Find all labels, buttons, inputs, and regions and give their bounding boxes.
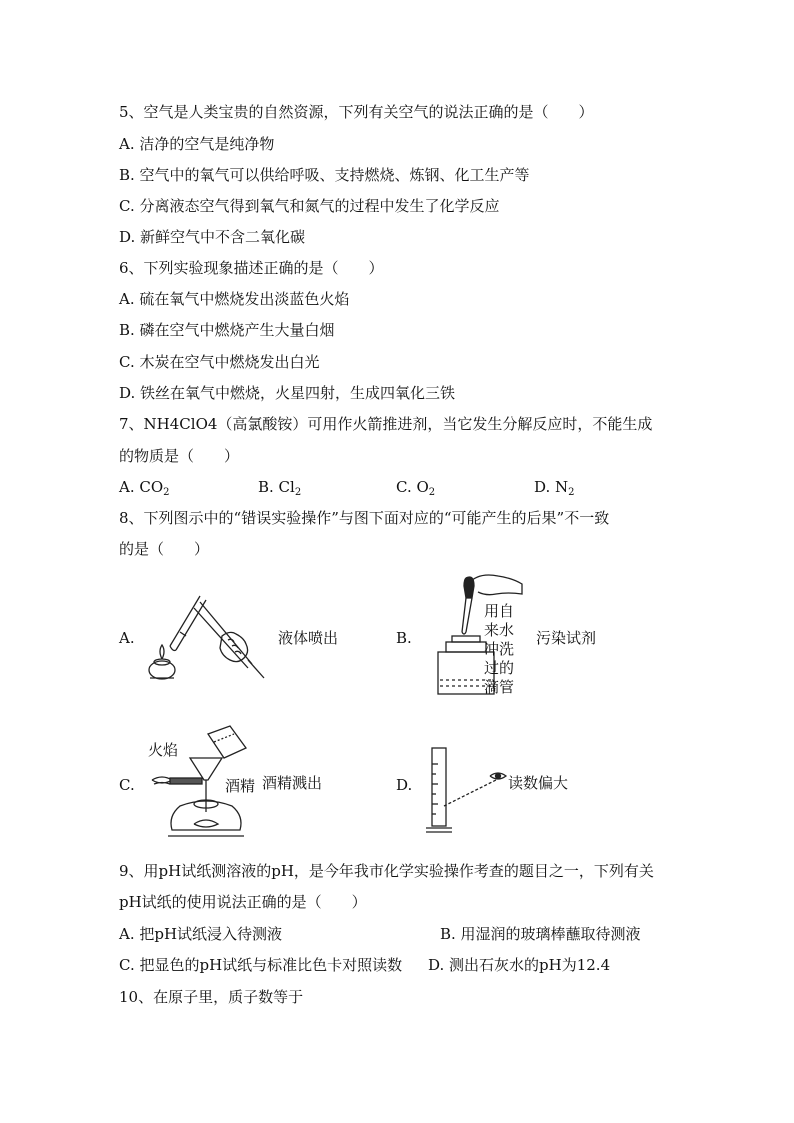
q6-option-a: A. 硫在氧气中燃烧发出淡蓝色火焰 bbox=[119, 290, 350, 308]
q7-options bbox=[119, 477, 679, 497]
q6-option-b: B. 磷在空气中燃烧产生大量白烟 bbox=[119, 321, 335, 339]
q9-option-d: D. 测出石灰水的pH为12.4 bbox=[428, 956, 611, 974]
q8-fig-c-result: 酒精溅出 bbox=[262, 774, 323, 792]
q5-stem: 5、空气是人类宝贵的自然资源，下列有关空气的说法正确的是（ ） bbox=[119, 103, 594, 121]
q8-stem-line1: 8、下列图示中的“错误实验操作”与图下面对应的“可能产生的后果”不一致 bbox=[119, 509, 610, 527]
q8-fig-c-flame-label: 火焰 bbox=[148, 741, 179, 759]
q8-fig-a-result: 液体喷出 bbox=[278, 629, 339, 647]
q8-figure-a-test-tube-heating bbox=[140, 588, 270, 688]
q5-option-a: A. 洁净的空气是纯净物 bbox=[119, 135, 275, 153]
q8-stem-line2: 的是（ ） bbox=[119, 540, 210, 558]
q9-option-b: B. 用湿润的玻璃棒蘸取待测液 bbox=[440, 925, 641, 943]
q9-stem-line2: pH试纸的使用说法正确的是（ ） bbox=[119, 893, 367, 911]
q8-fig-b-letter: B. bbox=[396, 629, 412, 647]
q7-option-d: D. $N_2$ bbox=[534, 478, 575, 498]
q6-option-c: C. 木炭在空气中燃烧发出白光 bbox=[119, 353, 320, 371]
q8-figure-d-graduated-cylinder bbox=[424, 744, 514, 836]
q7-option-a: A. $CO_2$ bbox=[119, 478, 170, 498]
q8-fig-c-alcohol-label: 酒精 bbox=[225, 777, 256, 795]
q9-option-a: A. 把pH试纸浸入待测液 bbox=[119, 925, 283, 943]
q8-fig-a-letter: A. bbox=[119, 629, 135, 647]
q8-fig-b-result: 污染试剂 bbox=[536, 629, 597, 647]
q8-fig-d-letter: D. bbox=[396, 776, 413, 794]
q10-stem: 10、在原子里，质子数等于 bbox=[119, 988, 304, 1006]
q7-stem-line2: 的物质是（ ） bbox=[119, 447, 240, 465]
q7-stem-line1: 7、NH4ClO4（高氯酸铵）可用作火箭推进剂，当它发生分解反应时，不能生成 bbox=[119, 415, 653, 433]
q7-option-c: C. $O_2$ bbox=[396, 478, 436, 498]
q5-option-b: B. 空气中的氧气可以供给呼吸、支持燃烧、炼钢、化工生产等 bbox=[119, 166, 530, 184]
q8-fig-c-letter: C. bbox=[119, 776, 135, 794]
q5-option-c: C. 分离液态空气得到氧气和氮气的过程中发生了化学反应 bbox=[119, 197, 500, 215]
q6-option-d: D. 铁丝在氧气中燃烧，火星四射，生成四氧化三铁 bbox=[119, 384, 456, 402]
q5-option-d: D. 新鲜空气中不含二氧化碳 bbox=[119, 228, 306, 246]
q7-option-b: B. $Cl_2$ bbox=[258, 478, 302, 498]
q6-stem: 6、下列实验现象描述正确的是（ ） bbox=[119, 259, 384, 277]
q9-stem-line1: 9、用pH试纸测溶液的pH，是今年我市化学实验操作考查的题目之一，下列有关 bbox=[119, 862, 654, 880]
q9-option-c: C. 把显色的pH试纸与标准比色卡对照读数 bbox=[119, 956, 403, 974]
q8-fig-d-result: 读数偏大 bbox=[508, 774, 569, 792]
q8-fig-b-caption: 用自 来水 冲洗 过的 滴管 bbox=[484, 602, 515, 696]
